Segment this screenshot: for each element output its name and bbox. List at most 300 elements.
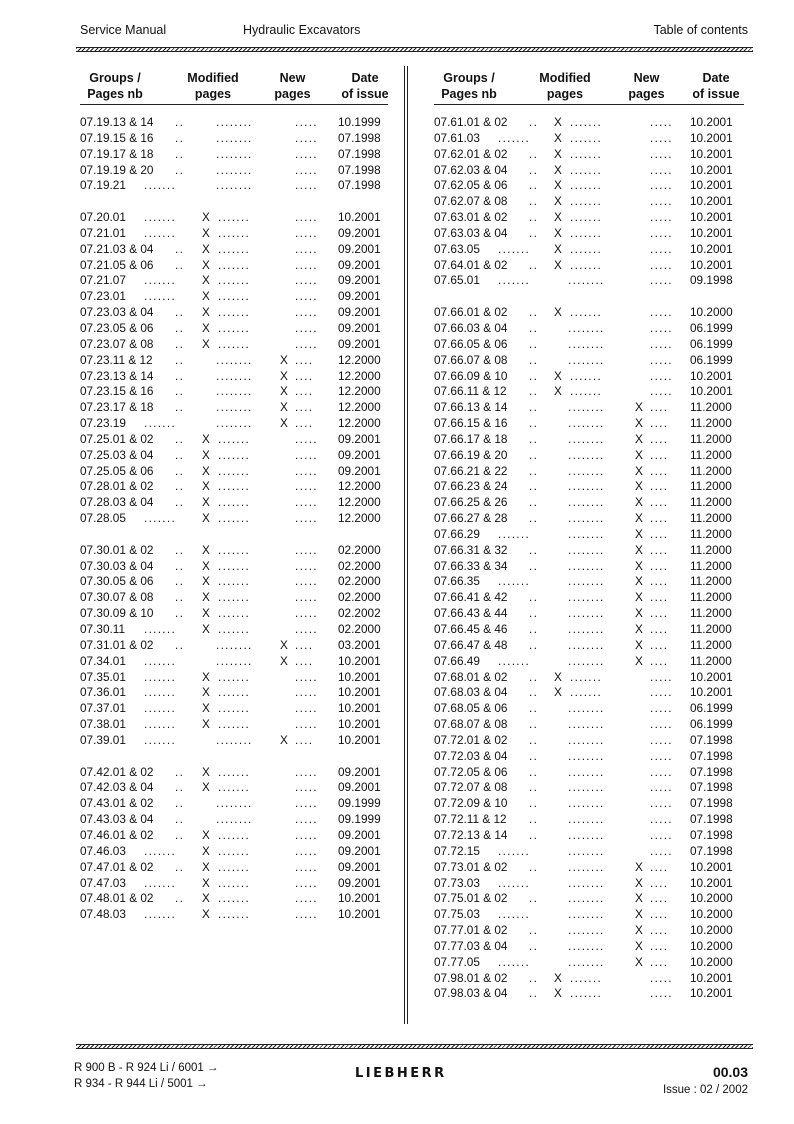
issue-date: 10.2001 [690,384,733,399]
leader-dots: .. [529,368,539,383]
issue-date: 07.1998 [690,843,733,858]
leader-dots: .... [650,938,669,953]
group-pages: 07.98.01 & 02 [434,970,508,985]
modified-mark: X [202,780,210,795]
new-mark: X [635,558,643,573]
leader-dots: ..... [650,162,673,177]
group-pages: 07.43.01 & 02 [80,796,154,811]
leader-dots: ....... [218,622,251,636]
leader-dots: ........ [568,764,605,779]
table-row [434,543,754,559]
table-row [434,590,754,606]
leader-dots: ........ [568,843,605,858]
leader-dots: .. [175,305,185,320]
issue-date: 12.2000 [338,384,381,399]
leader-dots: ..... [650,241,673,256]
issue-date: 10.2001 [338,907,381,922]
leader-dots: ..... [650,732,673,747]
issue-date: 10.2001 [690,115,733,129]
issue-date: 10.2001 [690,194,733,209]
modified-mark: X [554,194,562,209]
table-row [80,891,400,907]
leader-dots: ........ [216,368,253,383]
issue-date: 07.1998 [338,146,381,161]
group-pages: 07.19.21 [80,178,126,193]
leader-dots: .. [529,622,539,636]
leader-dots: .. [175,812,185,827]
group-pages: 07.28.05 [80,511,126,526]
leader-dots: ........ [568,416,605,431]
table-row [434,670,754,686]
leader-dots: .... [650,416,669,431]
leader-dots: .. [175,447,185,462]
leader-dots: ..... [295,146,318,161]
group-pages: 07.72.13 & 14 [434,827,508,842]
group-pages: 07.66.09 & 10 [434,368,508,383]
leader-dots: .. [529,416,539,431]
leader-dots: ..... [650,685,673,700]
table-row [434,305,754,321]
new-heading: New pages [628,71,665,101]
leader-dots: .. [175,368,185,383]
table-row [80,384,400,400]
table-row [434,796,754,812]
group-pages: 07.23.01 [80,289,126,304]
leader-dots: ....... [570,368,603,383]
leader-dots: .. [529,669,539,684]
issue-date: 10.2001 [338,653,381,668]
group-pages: 07.25.05 & 06 [80,463,154,478]
new-mark: X [280,352,288,367]
leader-dots: ........ [568,907,605,922]
date-heading: Date of issue [692,71,740,101]
group-pages: 07.66.33 & 34 [434,558,508,573]
table-row [434,891,754,907]
leader-dots: ....... [144,622,177,636]
issue-date: 12.2000 [338,479,381,494]
leader-dots: .. [529,590,539,605]
group-pages: 07.48.01 & 02 [80,891,154,906]
leader-dots: .. [529,479,539,494]
leader-dots: .... [650,859,669,874]
leader-dots: ........ [568,526,605,541]
issue-date: 09.2001 [338,273,381,288]
table-row [434,876,754,892]
issue-date: 07.1998 [690,796,733,811]
issue-date: 10.2001 [690,685,733,700]
table-row [80,115,400,131]
leader-dots: .... [650,526,669,541]
leader-dots: ....... [498,273,531,288]
table-row [80,765,400,781]
new-mark: X [635,542,643,557]
table-row [80,622,400,638]
leader-dots: ........ [568,938,605,953]
leader-dots: ..... [295,289,318,304]
group-pages: 07.42.01 & 02 [80,764,154,779]
leader-dots: .. [175,320,185,335]
leader-dots: .... [650,574,669,589]
leader-dots: .. [529,178,539,193]
issue-date: 07.1998 [690,764,733,779]
leader-dots: ..... [650,780,673,795]
modified-mark: X [554,305,562,320]
leader-dots: .. [529,796,539,811]
leader-dots: ....... [218,780,251,795]
leader-dots: ........ [216,178,253,193]
group-pages: 07.62.03 & 04 [434,162,508,177]
leader-dots: .... [650,495,669,510]
modified-mark: X [202,320,210,335]
table-row [434,733,754,749]
modified-mark: X [202,257,210,272]
leader-dots: ........ [568,875,605,890]
modified-mark: X [202,622,210,636]
leader-dots: ....... [570,986,603,1001]
table-row [434,939,754,955]
leader-dots: ..... [650,225,673,240]
new-mark: X [635,574,643,589]
leader-dots: ........ [568,796,605,811]
leader-dots: ........ [568,748,605,763]
leader-dots: ..... [650,796,673,811]
modified-mark: X [202,210,210,225]
leader-dots: ........ [568,954,605,969]
header-left: Service Manual [80,23,167,37]
leader-dots: .. [529,146,539,161]
group-pages: 07.35.01 [80,669,126,684]
leader-dots: ....... [570,257,603,272]
table-row [80,369,400,385]
modified-mark: X [202,764,210,779]
group-pages: 07.66.29 [434,526,480,541]
group-pages: 07.66.07 & 08 [434,352,508,367]
leader-dots: ........ [568,479,605,494]
leader-dots: ..... [295,162,318,177]
group-pages: 07.63.03 & 04 [434,225,508,240]
new-mark: X [635,400,643,415]
leader-dots: .... [295,637,314,652]
table-row [80,543,400,559]
group-pages: 07.77.03 & 04 [434,938,508,953]
new-mark: X [280,368,288,383]
issue-date: 10.1999 [338,115,381,129]
issue-date: 06.1999 [690,717,733,732]
leader-dots: ..... [650,352,673,367]
group-pages: 07.34.01 [80,653,126,668]
table-row [434,685,754,701]
group-pages: 07.23.07 & 08 [80,336,154,351]
leader-dots: .... [650,479,669,494]
leader-dots: ..... [295,210,318,225]
leader-dots: .. [529,542,539,557]
group-pages: 07.30.01 & 02 [80,542,154,557]
leader-dots: ....... [498,574,531,589]
leader-dots: ..... [295,336,318,351]
table-row [434,163,754,179]
leader-dots: ....... [144,416,177,431]
leader-dots: .. [175,495,185,510]
date-heading: Date of issue [341,71,389,101]
issue-date: 10.2001 [690,210,733,225]
new-mark: X [635,622,643,636]
leader-dots: ..... [295,717,318,732]
issue-date: 11.2000 [690,463,732,478]
issue-date: 10.2001 [690,970,733,985]
issue-date: 10.2001 [690,146,733,161]
leader-dots: ..... [650,843,673,858]
table-row [434,337,754,353]
table-row [434,955,754,971]
model-line-2: R 934 - R 944 Li / 5001 → [74,1078,208,1090]
left-rows [80,115,400,923]
table-row [80,511,400,527]
leader-dots: ....... [218,225,251,240]
group-pages: 07.65.01 [434,273,480,288]
modified-mark: X [554,685,562,700]
leader-dots: ........ [216,812,253,827]
leader-dots: ..... [650,115,673,129]
group-pages: 07.43.03 & 04 [80,812,154,827]
new-mark: X [635,653,643,668]
table-row [80,305,400,321]
leader-dots: ..... [295,764,318,779]
leader-dots: .. [175,542,185,557]
leader-dots: ....... [144,732,177,747]
new-mark: X [280,637,288,652]
issue-date: 07.1998 [338,178,381,193]
table-row [80,907,400,923]
issue-date: 02.2002 [338,606,381,621]
group-pages: 07.63.01 & 02 [434,210,508,225]
modified-mark: X [554,368,562,383]
leader-dots: ........ [568,780,605,795]
leader-dots: ....... [498,653,531,668]
leader-dots: .... [295,416,314,431]
leader-dots: ........ [216,653,253,668]
table-row [80,178,400,194]
leader-dots: ........ [568,336,605,351]
new-mark: X [635,447,643,462]
leader-dots: .... [650,542,669,557]
leader-dots: ....... [218,685,251,700]
leader-dots: .. [175,859,185,874]
modified-mark: X [202,590,210,605]
table-row [80,796,400,812]
leader-dots: ....... [570,685,603,700]
group-pages: 07.23.05 & 06 [80,320,154,335]
issue-date: 09.2001 [338,780,381,795]
leader-dots: ....... [218,431,251,446]
leader-dots: .. [529,780,539,795]
leader-dots: ........ [216,732,253,747]
new-mark: X [635,606,643,621]
table-row [434,495,754,511]
group-pages: 07.23.19 [80,416,126,431]
group-pages: 07.25.01 & 02 [80,431,154,446]
group-pages: 07.42.03 & 04 [80,780,154,795]
new-mark: X [635,431,643,446]
modified-mark: X [554,384,562,399]
table-row [434,765,754,781]
modified-mark: X [202,827,210,842]
leader-dots: ....... [218,891,251,906]
group-pages: 07.72.15 [434,843,480,858]
leader-dots: ..... [650,210,673,225]
leader-dots: ..... [650,320,673,335]
issue-date: 09.1999 [338,812,381,827]
leader-dots: .. [175,257,185,272]
issue-date: 11.2000 [690,637,732,652]
issue-date: 11.2000 [690,606,732,621]
issue-date: 10.2001 [690,178,733,193]
leader-dots: .. [175,479,185,494]
table-row [434,242,754,258]
new-mark: X [635,463,643,478]
new-mark: X [635,859,643,874]
leader-dots: ..... [295,495,318,510]
table-row [80,654,400,670]
table-row [80,131,400,147]
leader-dots: ........ [216,146,253,161]
table-row [434,400,754,416]
leader-dots: ..... [295,305,318,320]
group-pages: 07.66.11 & 12 [434,384,507,399]
leader-dots: ........ [568,606,605,621]
leader-dots: .. [529,352,539,367]
leader-dots: ..... [650,812,673,827]
table-row [80,638,400,654]
group-pages: 07.62.05 & 06 [434,178,508,193]
leader-dots: .... [295,384,314,399]
group-pages: 07.64.01 & 02 [434,257,508,272]
table-row [434,464,754,480]
new-mark: X [635,479,643,494]
issue-date: 10.2000 [690,891,733,906]
leader-dots: ....... [570,178,603,193]
issue-date: 09.2001 [338,241,381,256]
issue-date: 10.2001 [690,225,733,240]
leader-dots: ..... [295,780,318,795]
group-pages: 07.77.05 [434,954,480,969]
leader-dots: ....... [570,241,603,256]
new-mark: X [280,416,288,431]
leader-dots: ....... [144,701,177,716]
leader-dots: .. [529,431,539,446]
table-row [434,273,754,289]
leader-dots: .... [295,400,314,415]
group-pages: 07.72.01 & 02 [434,732,508,747]
leader-dots: ..... [295,241,318,256]
issue-date: 02.2000 [338,574,381,589]
group-pages: 07.30.07 & 08 [80,590,154,605]
leader-dots: ..... [295,558,318,573]
table-row [434,353,754,369]
issue-date: 02.2000 [338,542,381,557]
table-row [80,844,400,860]
header-right: Table of contents [653,23,748,37]
leader-dots: .. [529,606,539,621]
modified-mark: X [554,146,562,161]
table-row [434,654,754,670]
group-pages: 07.98.03 & 04 [434,986,508,1001]
leader-dots: ....... [218,447,251,462]
leader-dots: .. [175,241,185,256]
leader-dots: ..... [650,764,673,779]
leader-dots: .... [650,637,669,652]
leader-dots: .. [529,717,539,732]
leader-dots: ..... [650,146,673,161]
table-row [434,479,754,495]
issue-date: 10.2000 [690,938,733,953]
leader-dots: .. [175,558,185,573]
modified-mark: X [202,495,210,510]
issue-date: 10.2001 [338,669,381,684]
issue-date: 11.2000 [690,653,732,668]
issue-date: 09.2001 [338,843,381,858]
modified-mark: X [202,225,210,240]
modified-mark: X [202,859,210,874]
table-row [80,353,400,369]
leader-dots: .... [650,875,669,890]
modified-mark: X [202,241,210,256]
leader-dots: ....... [570,194,603,209]
leader-dots: ....... [498,526,531,541]
group-pages: 07.48.03 [80,907,126,922]
leader-dots: ........ [216,115,253,129]
leader-dots: .... [295,368,314,383]
table-row [434,971,754,987]
group-pages: 07.47.01 & 02 [80,859,154,874]
table-row [80,701,400,717]
leader-dots: ....... [144,907,177,922]
issue-date: 09.1998 [690,273,733,288]
issue-date: 10.2001 [338,210,381,225]
group-pages: 07.30.11 [80,622,126,636]
new-mark: X [635,511,643,526]
modified-mark: X [202,685,210,700]
group-pages: 07.72.11 & 12 [434,812,507,827]
issue-date: 06.1999 [690,701,733,716]
modified-heading: Modified pages [187,71,239,101]
leader-dots: ........ [568,637,605,652]
leader-dots: ....... [218,479,251,494]
table-row [434,384,754,400]
leader-dots: .. [175,796,185,811]
page-number: 00.03 [712,1064,748,1080]
table-row [434,448,754,464]
leader-dots: ..... [650,194,673,209]
issue-date: 09.2001 [338,289,381,304]
table-row [434,749,754,765]
leader-dots: ..... [295,178,318,193]
group-pages: 07.62.01 & 02 [434,146,508,161]
modified-mark: X [202,606,210,621]
table-row [434,432,754,448]
issue-date: 09.2001 [338,305,381,320]
leader-dots: .... [650,558,669,573]
leader-dots: ........ [568,859,605,874]
leader-dots: ..... [650,336,673,351]
modified-mark: X [202,558,210,573]
group-pages: 07.30.09 & 10 [80,606,154,621]
issue-date: 10.2001 [690,669,733,684]
group-pages: 07.66.19 & 20 [434,447,508,462]
leader-dots: ....... [570,162,603,177]
group-pages: 07.19.13 & 14 [80,115,154,129]
leader-dots: ..... [295,463,318,478]
leader-dots: ....... [218,241,251,256]
